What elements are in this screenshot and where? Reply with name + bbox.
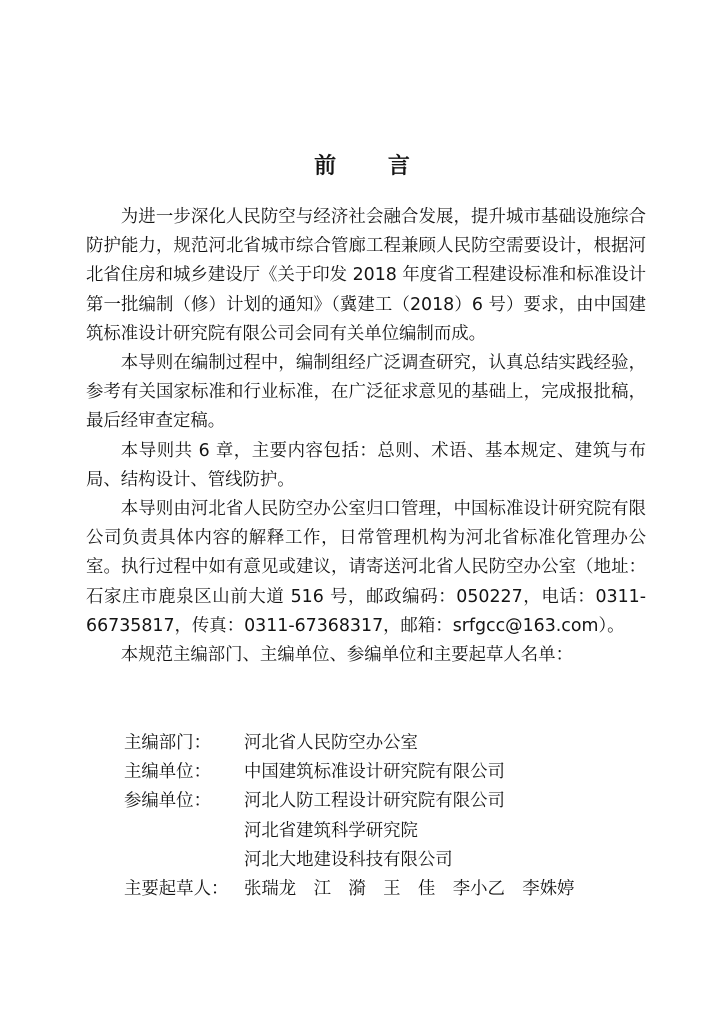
paragraph-process: 本导则在编制过程中，编制组经广泛调查研究，认真总结实践经验，参考有关国家标准和行业标准，在广泛征求意见的基础上，完成报批稿，最后经审查定稿。: [86, 353, 646, 432]
credit-row-chief-dept: [86, 729, 646, 758]
preface-body: [86, 203, 646, 670]
credit-row-participants: [86, 787, 646, 816]
credit-label: 主要起草人：: [124, 879, 229, 900]
credit-row-drafters: [86, 875, 646, 904]
credit-label: 主编单位：: [124, 762, 211, 783]
credit-row-chief-unit: [86, 758, 646, 787]
paragraph-management: 本导则由河北省人民防空办公室归口管理，中国标准设计研究院有限公司负责具体内容的解释工作，日常管理机构为河北省标准化管理办公室。执行过程中如有意见或建议，请寄送河北省人民防空办公室（地址：石家庄市鹿泉区山前大道 516 号，邮政编码：050227，电话：0311-66735817，传真：0311-67368317，邮箱：srfgcc@163.com）。: [86, 499, 646, 636]
credit-row-participants-3: [86, 846, 646, 875]
paragraph-contents: 本导则共 6 章，主要内容包括：总则、术语、基本规定、建筑与布局、结构设计、管线防护。: [86, 440, 646, 490]
credit-value: 张瑞龙 江 漪 王 佳 李小乙 李姝婷: [244, 879, 575, 900]
credit-label: 参编单位：: [124, 791, 211, 812]
credit-label-empty: [86, 817, 244, 846]
credit-label-empty: [86, 846, 244, 875]
credit-value: 河北大地建设科技有限公司: [244, 849, 453, 870]
credit-value: 中国建筑标准设计研究院有限公司: [244, 762, 505, 783]
credit-value: 河北省建筑科学研究院: [244, 820, 418, 841]
paragraph-background: 为进一步深化人民防空与经济社会融合发展，提升城市基础设施综合防护能力，规范河北省城市综合管廊工程兼顾人民防空需要设计，根据河北省住房和城乡建设厅《关于印发 2018 年度省工程建设标准和标准设计第一批编制（修）计划的通知》（冀建工（2018）6 号）要求，由中国建筑标准设计研究院有限公司会同有关单位编制而成。: [86, 207, 646, 344]
paragraph-credits-intro: 本规范主编部门、主编单位、参编单位和主要起草人名单：: [120, 645, 573, 666]
credit-value: 河北人防工程设计研究院有限公司: [244, 791, 505, 812]
credit-value: 河北省人民防空办公室: [244, 733, 418, 753]
page-title: 前 言: [314, 154, 432, 179]
credit-row-participants-2: [86, 817, 646, 846]
credit-label: 主编部门：: [124, 733, 211, 753]
credits-list: [86, 729, 646, 904]
